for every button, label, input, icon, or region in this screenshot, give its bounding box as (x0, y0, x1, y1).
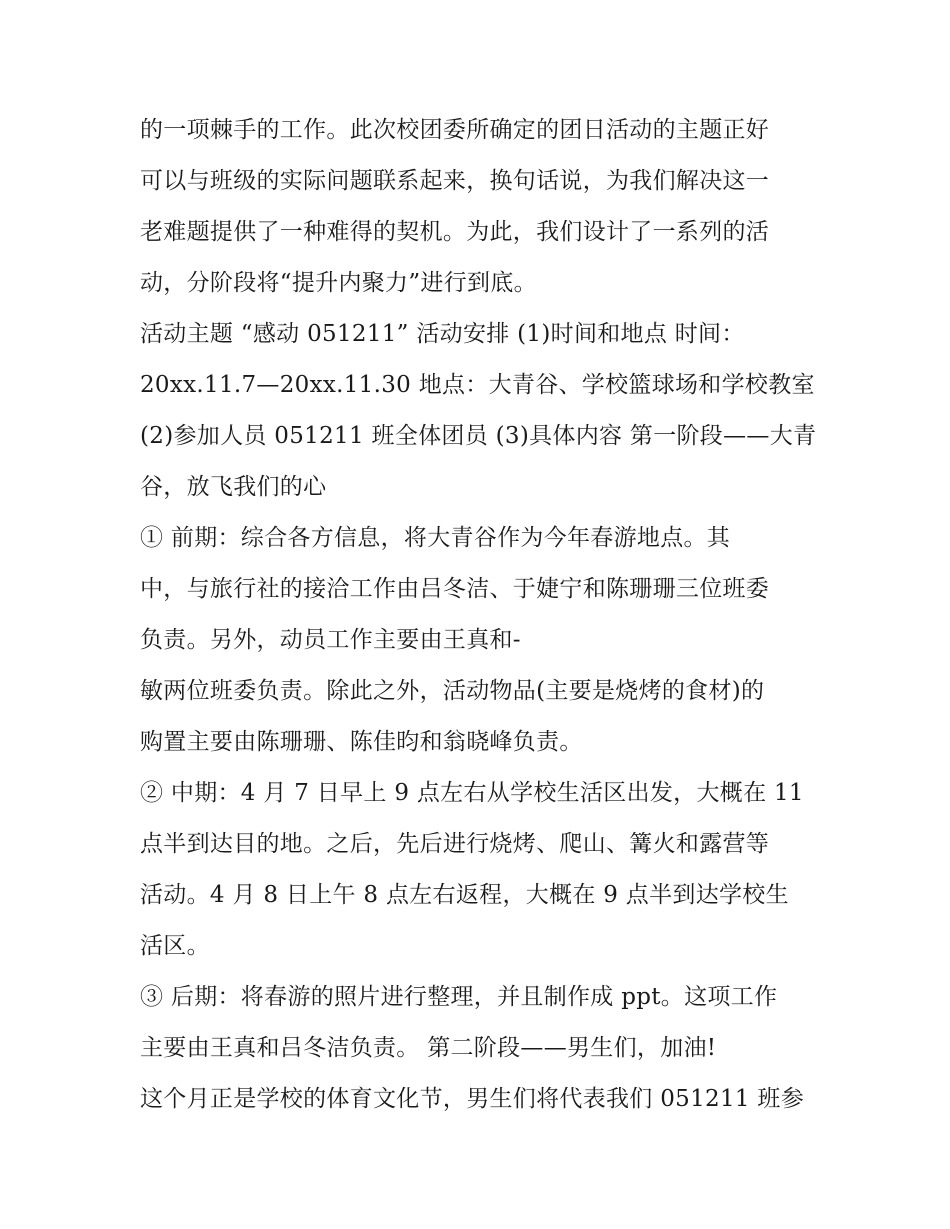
text-line: 购置主要由陈珊珊、陈佳昀和翁晓峰负责。 (140, 729, 583, 755)
text-line: 20xx.11.7—20xx.11.30 地点：大青谷、学校篮球场和学校教室 (140, 372, 815, 398)
text-line: 敏两位班委负责。除此之外，活动物品(主要是烧烤的食材)的 (140, 678, 765, 704)
text-line: 活动主题 “感动 051211” 活动安排 (1)时间和地点 时间： (140, 321, 745, 347)
text-line: 老难题提供了一种难得的契机。为此，我们设计了一系列的活 (140, 219, 770, 245)
text-line: 的一项棘手的工作。此次校团委所确定的团日活动的主题正好 (140, 117, 770, 143)
text-line: 这个月正是学校的体育文化节，男生们将代表我们 051211 班参 (140, 1086, 805, 1112)
text-line: 可以与班级的实际问题联系起来，换句话说，为我们解决这一 (140, 168, 770, 194)
text-line: (2)参加人员 051211 班全体团员 (3)具体内容 第一阶段——大青 (140, 423, 817, 449)
text-line: ① 前期：综合各方信息，将大青谷作为今年春游地点。其 (140, 525, 731, 551)
text-line: 负责。另外，动员工作主要由王真和- (140, 627, 521, 653)
document-body (140, 105, 820, 1125)
text-line: 动，分阶段将“提升内聚力”进行到底。 (140, 270, 537, 296)
text-line: 中，与旅行社的接洽工作由吕冬洁、于婕宁和陈珊珊三位班委 (140, 576, 770, 602)
text-line: 谷，放飞我们的心 (140, 474, 327, 500)
text-line: 活区。 (140, 933, 210, 959)
text-line: 点半到达目的地。之后，先后进行烧烤、爬山、篝火和露营等 (140, 831, 770, 857)
text-line: ② 中期：4 月 7 日早上 9 点左右从学校生活区出发，大概在 11 (140, 780, 804, 806)
text-line: ③ 后期：将春游的照片进行整理，并且制作成 ppt。这项工作 (140, 984, 778, 1010)
text-line: 主要由王真和吕冬洁负责。 第二阶段——男生们，加油! (140, 1035, 717, 1061)
text-line: 活动。4 月 8 日上午 8 点左右返程，大概在 9 点半到达学校生 (140, 882, 789, 908)
